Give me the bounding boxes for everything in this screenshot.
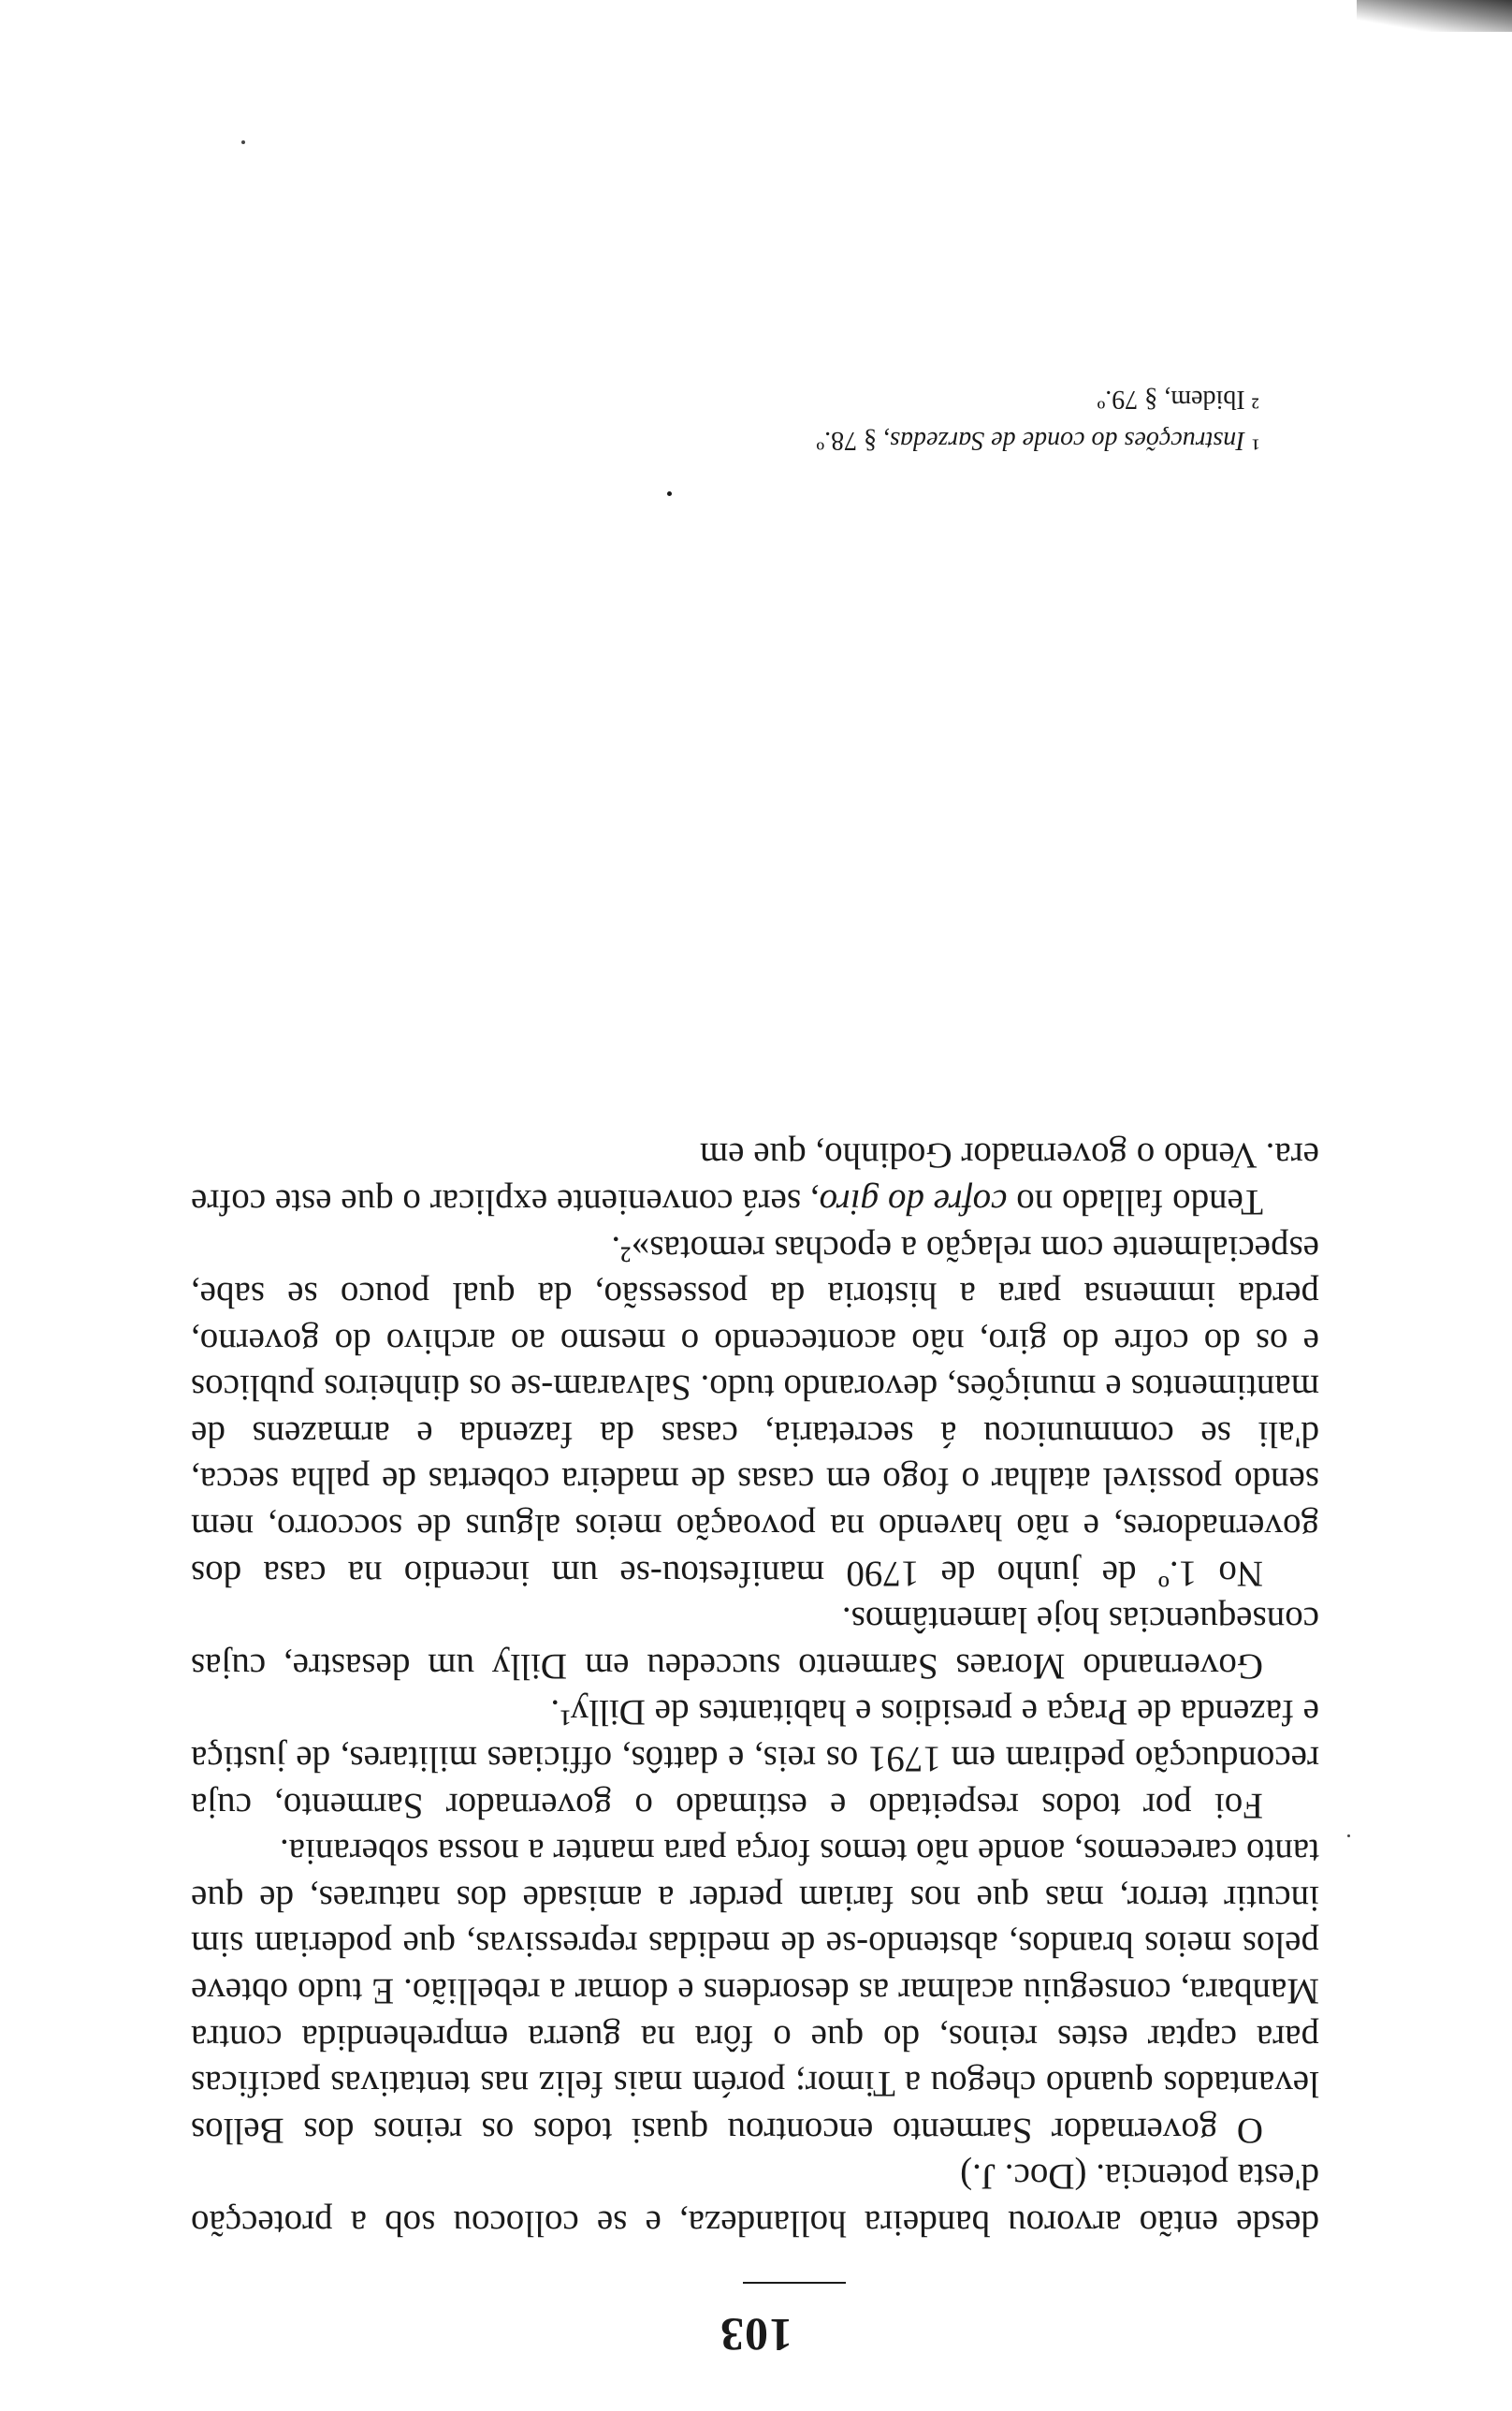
scan-edge-shadow [1357, 0, 1512, 32]
paragraph-6-before: Tendo fallado no [1007, 1181, 1263, 1222]
scan-speck [241, 140, 245, 144]
paragraph-4: Governando Moraes Sarmento succedeu em Dilly um desastre, cujas consequencias hoje lamentâmos. [191, 1600, 1319, 1687]
footnote-1-ref: , § 78.º [816, 426, 891, 455]
footnote-2-marker: ² [1244, 385, 1259, 414]
footnote-1-marker: ¹ [1244, 426, 1259, 455]
header-rule [743, 2282, 846, 2284]
scan-speck [1347, 1834, 1350, 1837]
paragraph-6-after: , será conveniente explicar o que este cofre era. Vendo o governador Godinho, que em [191, 1135, 1319, 1222]
footnote-1-title: Instrucções do conde de Sarzedas [890, 426, 1245, 455]
paragraph-3: Foi por todos respeitado e estimado o governador Sarmento, cuja reconducção pediram em 1791 os reis, e dattôs, officiaes militares, de justiça e fazenda de Praça e presidios e habitantes de Dilly¹. [191, 1692, 1319, 1826]
paragraph-5: No 1.º de junho de 1790 manifestou-se um incendio na casa dos governadores, e não havendo na povoação meios alguns de soccorro, nem sendo possivel atalhar o fogo em casas de madeira cobertas de palha secca, d'ali se communicou á secretaria, casas da fazenda e armazens de mantimentos e munições, devorando tudo. Salvaram-se os dinheiros publicos e os do cofre do giro, não acontecendo o mesmo ao archivo do governo, perda immensa para a historia da possessão, da qual pouco se sabe, especialmente com relação a epochas remotas»². [191, 1228, 1319, 1594]
footnote-2 [230, 378, 1259, 419]
paragraph-2: O governador Sarmento encontrou quasi todos os reinos dos Bellos levantados quando chegou a Timor; porém mais feliz nas tentativas pacificas para captar estes reinos, do que o fôra na guerra emprehendida contra Manbara, conseguiu acalmar as desordens e domar a rebellião. E tudo obteve pelos meios brandos, abstendo-se de medidas repressivas, que poderiam sim incutir terror, mas que nos fariam perder a amisade dos naturaes, de que tanto carecemos, aonde não temos força para manter a nossa soberania. [191, 1832, 1319, 2151]
paragraph-6-italic-term: cofre do giro [819, 1181, 1008, 1222]
body-text [191, 1132, 1319, 2246]
footnote-1 [230, 419, 1259, 460]
paragraph-6 [191, 1132, 1319, 1225]
paragraph-1: desde então arvorou bandeira hollandeza, e se collocou sob a protecção d'esta potencia. (Doc. J.) [191, 2156, 1319, 2243]
footnotes [230, 378, 1259, 460]
footnote-separator-dot [667, 491, 672, 496]
page-number: 103 [720, 2309, 792, 2361]
footnote-2-ref: Ibidem, § 79.º [1097, 385, 1245, 414]
